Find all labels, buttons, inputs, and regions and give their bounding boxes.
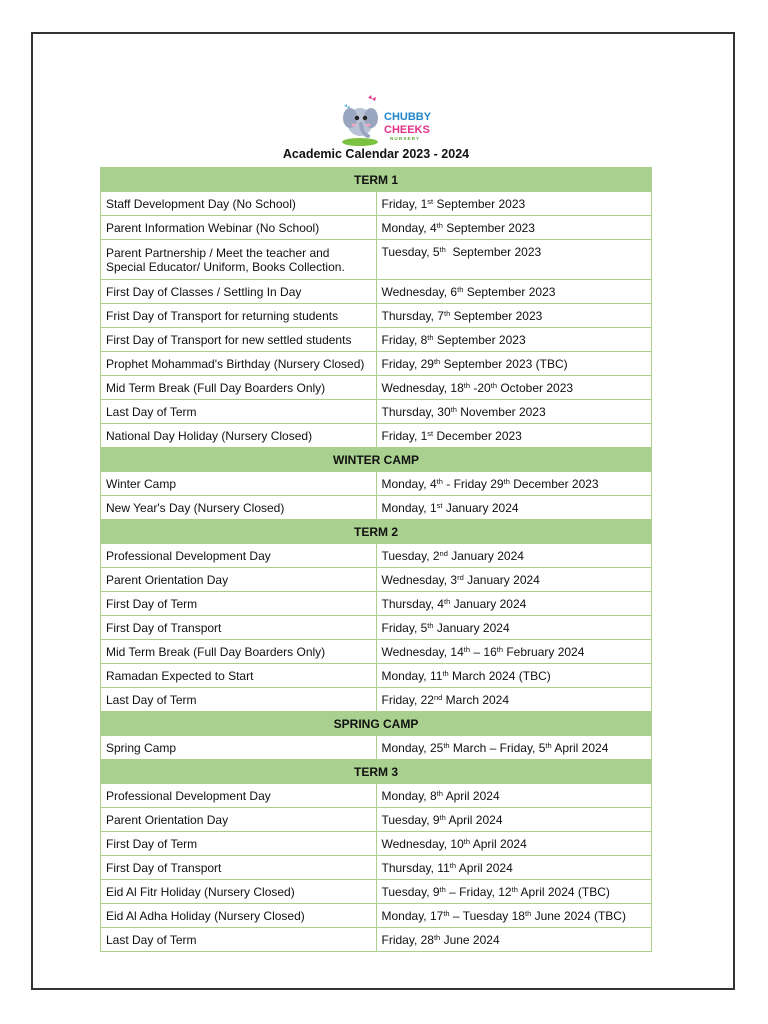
date-cell <box>376 832 652 856</box>
section-header: TERM 2 <box>101 520 652 544</box>
section-header-row <box>101 760 652 784</box>
butterfly-icon-small <box>344 104 350 109</box>
date-text: March 2024 <box>442 692 510 707</box>
calendar-title: Academic Calendar 2023 - 2024 <box>282 147 470 161</box>
date-ordinal-suffix: th <box>545 740 552 750</box>
date-text: Monday, 25 <box>381 740 444 755</box>
date-ordinal-suffix: rd <box>457 572 464 582</box>
event-cell: Staff Development Day (No School) <box>101 192 377 216</box>
date-text: Monday, 8 <box>381 788 437 803</box>
date-cell <box>376 928 652 952</box>
date-cell <box>376 616 652 640</box>
date-text: Tuesday, 5 <box>381 245 440 259</box>
event-cell: First Day of Transport for new settled students <box>101 328 377 352</box>
event-cell: New Year's Day (Nursery Closed) <box>101 496 377 520</box>
date-ordinal-suffix: th <box>427 620 434 630</box>
table-row <box>101 304 652 328</box>
event-cell: Parent Partnership / Meet the teacher and Special Educator/ Uniform, Books Collection. <box>101 240 377 280</box>
date-ordinal-suffix: th <box>450 404 457 414</box>
date-cell <box>376 240 652 280</box>
table-row <box>101 832 652 856</box>
date-text: - Friday 29 <box>442 476 504 491</box>
event-cell: Professional Development Day <box>101 784 377 808</box>
date-ordinal-suffix: th <box>496 644 504 654</box>
date-text: Monday, 17 <box>381 908 444 923</box>
nursery-logo <box>338 92 436 148</box>
date-text: January 2024 <box>463 572 540 587</box>
event-cell: First Day of Transport <box>101 856 377 880</box>
event-cell: Last Day of Term <box>101 400 377 424</box>
table-row <box>101 880 652 904</box>
date-ordinal-suffix: nd <box>439 548 448 558</box>
date-cell <box>376 544 652 568</box>
date-text: – Tuesday 18 <box>449 908 525 923</box>
table-row <box>101 904 652 928</box>
date-text: Thursday, 7 <box>381 308 444 323</box>
date-text: Friday, 1 <box>381 196 428 211</box>
date-text: January 2024 <box>442 500 519 515</box>
date-text: March – Friday, 5 <box>449 740 546 755</box>
section-header-row <box>101 520 652 544</box>
date-text: Thursday, 4 <box>381 596 444 611</box>
event-cell: Ramadan Expected to Start <box>101 664 377 688</box>
date-text: June 2024 <box>440 932 500 947</box>
date-text: Monday, 1 <box>381 500 437 515</box>
date-text: – Friday, 12 <box>445 884 512 899</box>
date-ordinal-suffix: st <box>436 500 443 510</box>
event-cell: First Day of Classes / Settling In Day <box>101 280 377 304</box>
event-cell: First Day of Transport <box>101 616 377 640</box>
date-ordinal-suffix: th <box>436 476 443 486</box>
section-header-row <box>101 712 652 736</box>
event-cell: First Day of Term <box>101 832 377 856</box>
date-ordinal-suffix: th <box>436 220 443 230</box>
table-row <box>101 856 652 880</box>
date-ordinal-suffix: th <box>449 860 457 870</box>
date-cell <box>376 856 652 880</box>
table-row <box>101 216 652 240</box>
date-text: December 2023 <box>509 476 599 491</box>
date-ordinal-suffix: th <box>433 932 441 942</box>
date-ordinal-suffix: th <box>457 284 464 294</box>
date-ordinal-suffix: th <box>439 884 446 894</box>
event-cell: Spring Camp <box>101 736 377 760</box>
date-cell <box>376 784 652 808</box>
date-text: Friday, 1 <box>381 428 428 443</box>
date-text: March 2024 (TBC) <box>448 668 551 683</box>
date-cell <box>376 192 652 216</box>
date-cell <box>376 664 652 688</box>
date-text: January 2024 <box>450 596 527 611</box>
table-row <box>101 808 652 832</box>
date-ordinal-suffix: nd <box>433 692 443 702</box>
date-text: Wednesday, 6 <box>381 284 458 299</box>
date-text: Friday, 29 <box>381 356 434 371</box>
date-cell <box>376 216 652 240</box>
event-cell: Professional Development Day <box>101 544 377 568</box>
date-text: Monday, 11 <box>381 668 443 683</box>
date-text: April 2024 <box>456 860 513 875</box>
table-row <box>101 928 652 952</box>
date-text: October 2023 <box>497 380 574 395</box>
date-cell <box>376 376 652 400</box>
date-text: April 2024 <box>470 836 527 851</box>
date-text: January 2024 <box>433 620 510 635</box>
date-ordinal-suffix: th <box>463 836 471 846</box>
date-ordinal-suffix: th <box>463 644 471 654</box>
table-row <box>101 376 652 400</box>
date-cell <box>376 736 652 760</box>
date-text: Tuesday, 9 <box>381 812 440 827</box>
date-cell <box>376 568 652 592</box>
calendar-body <box>101 168 652 952</box>
table-row <box>101 192 652 216</box>
table-row <box>101 616 652 640</box>
date-text: Friday, 22 <box>381 692 434 707</box>
date-ordinal-suffix: th <box>511 884 518 894</box>
date-text: Wednesday, 18 <box>381 380 464 395</box>
date-cell <box>376 352 652 376</box>
event-cell: Prophet Mohammad's Birthday (Nursery Closed) <box>101 352 377 376</box>
event-cell: Eid Al Adha Holiday (Nursery Closed) <box>101 904 377 928</box>
date-cell <box>376 280 652 304</box>
date-ordinal-suffix: th <box>443 740 450 750</box>
date-cell <box>376 880 652 904</box>
date-text: Monday, 4 <box>381 476 437 491</box>
logo-line-2: CHEEKS <box>384 124 430 136</box>
date-text: September 2023 <box>445 245 542 259</box>
section-header: WINTER CAMP <box>101 448 652 472</box>
date-ordinal-suffix: th <box>439 812 446 822</box>
date-text: June 2024 (TBC) <box>531 908 626 923</box>
date-ordinal-suffix: th <box>443 308 451 318</box>
table-row <box>101 496 652 520</box>
table-row <box>101 400 652 424</box>
date-text: Friday, 28 <box>381 932 434 947</box>
date-cell <box>376 688 652 712</box>
date-text: Thursday, 30 <box>381 404 451 419</box>
date-text: Wednesday, 14 <box>381 644 464 659</box>
date-text: September 2023 <box>433 332 526 347</box>
date-ordinal-suffix: st <box>427 428 434 438</box>
event-cell: Frist Day of Transport for returning students <box>101 304 377 328</box>
date-text: Monday, 4 <box>381 220 437 235</box>
date-text: April 2024 <box>442 788 500 803</box>
table-row <box>101 640 652 664</box>
date-text: September 2023 <box>463 284 556 299</box>
date-text: -20 <box>470 380 491 395</box>
date-cell <box>376 640 652 664</box>
date-cell <box>376 808 652 832</box>
academic-calendar-table <box>100 167 652 952</box>
table-row <box>101 664 652 688</box>
table-row <box>101 424 652 448</box>
date-text: – 16 <box>470 644 497 659</box>
event-cell: Parent Orientation Day <box>101 568 377 592</box>
elephant-icon <box>342 108 378 146</box>
table-row <box>101 328 652 352</box>
date-text: September 2023 <box>442 220 535 235</box>
table-row <box>101 568 652 592</box>
date-cell <box>376 424 652 448</box>
logo-line-3: NURSERY <box>390 136 421 141</box>
date-text: November 2023 <box>456 404 546 419</box>
date-text: December 2023 <box>433 428 522 443</box>
date-ordinal-suffix: th <box>443 596 451 606</box>
date-ordinal-suffix: th <box>433 356 441 366</box>
section-header-row <box>101 448 652 472</box>
logo-line-1: CHUBBY <box>384 111 432 123</box>
event-cell: First Day of Term <box>101 592 377 616</box>
section-header: TERM 1 <box>101 168 652 192</box>
date-ordinal-suffix: th <box>463 380 471 390</box>
event-cell: Last Day of Term <box>101 688 377 712</box>
section-header-row <box>101 168 652 192</box>
event-cell: Mid Term Break (Full Day Boarders Only) <box>101 376 377 400</box>
table-row <box>101 352 652 376</box>
date-ordinal-suffix: th <box>427 332 434 342</box>
date-text: Tuesday, 9 <box>381 884 440 899</box>
date-ordinal-suffix: th <box>439 245 446 254</box>
date-text: April 2024 (TBC) <box>517 884 610 899</box>
event-cell: National Day Holiday (Nursery Closed) <box>101 424 377 448</box>
section-header: SPRING CAMP <box>101 712 652 736</box>
date-cell <box>376 592 652 616</box>
table-row <box>101 240 652 280</box>
event-cell: Eid Al Fitr Holiday (Nursery Closed) <box>101 880 377 904</box>
date-text: September 2023 <box>450 308 543 323</box>
date-text: Thursday, 11 <box>381 860 450 875</box>
table-row <box>101 592 652 616</box>
date-cell <box>376 496 652 520</box>
date-text: Friday, 5 <box>381 620 428 635</box>
event-cell: Mid Term Break (Full Day Boarders Only) <box>101 640 377 664</box>
date-cell <box>376 904 652 928</box>
event-cell: Last Day of Term <box>101 928 377 952</box>
date-text: January 2024 <box>447 548 524 563</box>
date-cell <box>376 304 652 328</box>
date-ordinal-suffix: st <box>427 196 434 206</box>
date-cell <box>376 328 652 352</box>
date-text: September 2023 <box>433 196 526 211</box>
date-text: April 2024 <box>551 740 609 755</box>
butterfly-icon <box>368 95 376 101</box>
table-row <box>101 688 652 712</box>
date-ordinal-suffix: th <box>503 476 510 486</box>
table-row <box>101 736 652 760</box>
table-row <box>101 784 652 808</box>
event-cell: Parent Orientation Day <box>101 808 377 832</box>
date-text: April 2024 <box>445 812 503 827</box>
date-ordinal-suffix: th <box>442 668 449 678</box>
date-text: Tuesday, 2 <box>381 548 440 563</box>
table-row <box>101 472 652 496</box>
date-text: September 2023 (TBC) <box>440 356 568 371</box>
date-ordinal-suffix: th <box>436 788 443 798</box>
date-text: February 2024 <box>503 644 585 659</box>
event-cell: Parent Information Webinar (No School) <box>101 216 377 240</box>
event-cell: Winter Camp <box>101 472 377 496</box>
date-ordinal-suffix: th <box>443 908 450 918</box>
table-row <box>101 544 652 568</box>
date-text: Wednesday, 10 <box>381 836 464 851</box>
date-cell <box>376 472 652 496</box>
date-ordinal-suffix: th <box>490 380 497 390</box>
date-ordinal-suffix: th <box>524 908 532 918</box>
date-text: Friday, 8 <box>381 332 428 347</box>
date-cell <box>376 400 652 424</box>
section-header: TERM 3 <box>101 760 652 784</box>
date-text: Wednesday, 3 <box>381 572 458 587</box>
table-row <box>101 280 652 304</box>
